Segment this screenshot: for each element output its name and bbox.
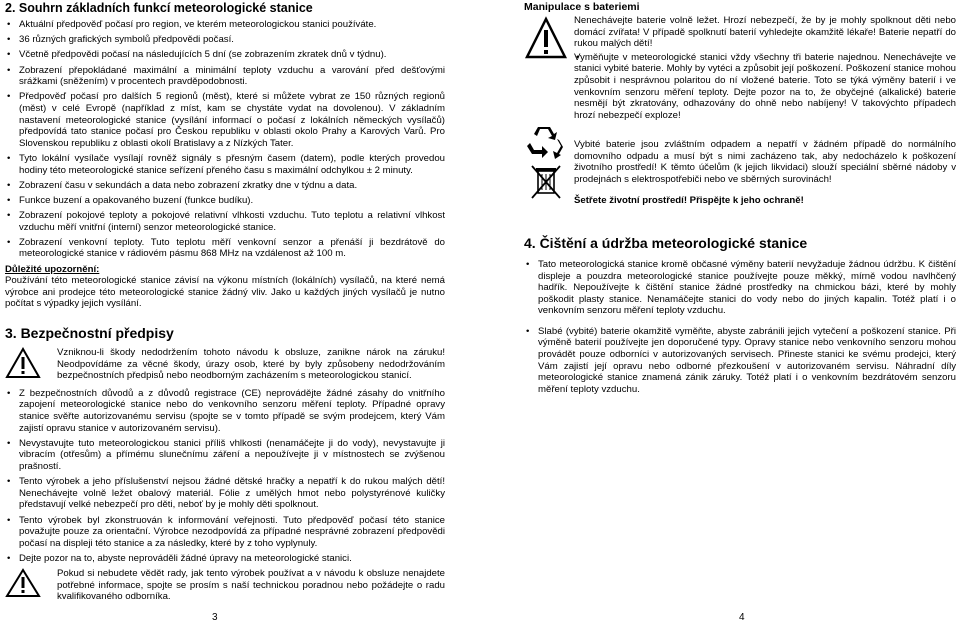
list-item: • 36 různých grafických symbolů předpovědi počasí. [5, 34, 445, 46]
list-item: • Zobrazení času v sekundách a data nebo zobrazení zkratky dne v týdnu a data. [5, 180, 445, 192]
list-item: • Nevystavujte tuto meteorologickou stanici příliš vhlkosti (nenamáčejte ji do vody), nevystavujte ji vibracím (otřesům) a přímému slunečnímu záření a nepoužívejte ji v místnostech se zvýšenou prašností. [5, 438, 445, 473]
list-item: • Vyměňujte v meteorologické stanici vždy všechny tři baterie najednou. Nenechávejte ve stanici vybité baterie. Mohly by vytéci a způsobit její poškození. Poškození stanice mohou způsobit i nesprávnou polaritou do ní vložené baterie. Toto se týká výměny baterií i ve venkovním senzoru měření teploty. Dejte pozor na to, že obyčejné (alkalické) baterie nesmějí být zkratovány, odhazovány do ohně nebo nabíjeny! V takovýchto případech hrozí nebezpečí exploze! [574, 52, 956, 122]
section-heading-safety: 3. Bezpečnostní předpisy [5, 325, 174, 341]
warranty-text: Vzniknou-li škody nedodržením tohoto návodu k obsluze, zanikne nárok na záruku! Neodpovídáme za věcné škody, úrazy osob, které by byly způsobeny nedodržováním bezpečnostních předpisů nebo neodborným zacházením s meteorologickou stanicí. [57, 347, 445, 382]
battery-heading: Manipulace s bateriemi [524, 1, 640, 13]
list-item: • Slabé (vybité) baterie okamžitě vyměňte, abyste zabránili jejich vytečení a poškození stanice. Při výměně baterií používejte jen doporučené typy. Opravy stanice nebo venkovního senzoru mohou provádět pouze odborníci v autorizovaných servisech. Přineste stanici ke svému prodejci, který Vám zajistí její opravu nebo odborné přezkoušení v autorizovaném servisu. Náhradní díly meteorologické stanice znamená zánik záruky. Totéž platí i o venkovním bezdrátovém senzoru měření teploty vzduchu. [524, 326, 956, 396]
warning-icon [5, 568, 41, 598]
features-list [5, 19, 445, 260]
list-item: • Tato meteorologická stanice kromě občasné výměny baterií nevyžaduje žádnou údržbu. K čištění displeje a pouzdra meteorologické stanice používejte pouze měkký, mírně vodou navlhčený hadřík. Nepoužívejte k čištění stanice žádné prostředky na chmickou bázi, které by mohly poškodit plasty stanice. Nenamáčejte stanici do vody nebo do jiných kapalin. Totéž platí i o venkovním senzoru měření teploty vzduchu. [524, 259, 956, 317]
right-column [524, 0, 956, 399]
notice [5, 264, 445, 310]
cleaning-list [524, 259, 956, 396]
list-item: • Tento výrobek a jeho příslušenství nejsou žádné dětské hračky a nepatří k do rukou malých dětí! Nenechávejte volně ležet obalový materiál. Fólie z umělých hmot nebo polystyrénové kuličky představují velké nebezpečí pro děti, neboť by je mohly děti spolknout. [5, 476, 445, 511]
eco-slogan: Šetřete životní prostředí! Přispějte k jeho ochraně! [574, 195, 804, 207]
list-item: • Z bezpečnostních důvodů a z důvodů registrace (CE) neprovádějte žádné zásahy do vnitřního zapojení meteorologické stanice nebo do venkovního senzoru měření teploty. Případné opravy stanice svěřte autorizovanému servisu (spojte se v tomto případě se svým prodejcem, který Vám zajistí opravu stanice v autorizovaném servisu). [5, 388, 445, 434]
section-heading-features: 2. Souhrn základních funkcí meteorologické stanice [5, 1, 313, 15]
section-heading-cleaning: 4. Čištění a údržba meteorologické stanice [524, 234, 808, 251]
warranty-block [5, 347, 445, 382]
battery-warning-block [524, 15, 956, 125]
list-item: • Tyto lokální vysílače vysílají rovněž signály s přesným časem (datem), podle kterých provedou hodiny této meteorologické stanice seřízení přeného času s maximální odchylkou ± 2 minuty. [5, 153, 445, 176]
list-item: • Aktuální předpověď počasí pro region, ve kterém meteorologickou stanici používáte. [5, 19, 445, 31]
warning-icon [5, 347, 41, 379]
list-item: • Tento výrobek byl zkonstruován k informování veřejnosti. Tuto předpověď počasí této stanice považujte pouze za orientační. Výrobce nezodpovídá za případné nesprávné zobrazení předpovědi počasí na displeji této stanice a za následky, které by z toho vyplynuly. [5, 515, 445, 550]
crossed-bin-icon [529, 163, 563, 201]
page-number: 4 [739, 612, 745, 623]
battery-list [574, 52, 956, 122]
battery-warning-text: Nenechávejte baterie volně ležet. Hrozí nebezpečí, že by je mohly spolknout děti nebo domácí zvířata! V případě spolknutí baterií vyhledejte okamžitě lékaře! Baterie nepatří do rukou malých dětí! [574, 15, 956, 50]
list-item: • Zobrazení venkovní teploty. Tuto teplotu měří venkovní senzor a přenáší ji bezdrátově do meteorologické stanice v rádiovém pásmu 868 MHz na vzdálenost až 100 m. [5, 237, 445, 260]
service-block [5, 568, 445, 603]
list-item: • Včetně předpovědi počasí na následujících 5 dní (se zobrazením zkratek dnů v týdnu). [5, 49, 445, 61]
notice-title: Důležité upozornění: [5, 263, 100, 275]
recycle-block [524, 127, 956, 207]
page-number: 3 [212, 612, 218, 623]
left-column [5, 0, 445, 603]
recycle-icon [526, 127, 566, 161]
list-item: • Zobrazení přepokládané maximální a minimální teploty vzduchu a varování před dešťovými srážkami (sněžením) v procentech pravděpodobnosti. [5, 65, 445, 88]
list-item: • Zobrazení pokojové teploty a pokojové relativní vlhkosti vzduchu. Tuto teplotu a relativní vlhkost vzduchu měří vnitřní (interní) senzor meteorologické stanice. [5, 210, 445, 233]
list-item: • Funkce buzení a opakovaného buzení (funkce budíku). [5, 195, 445, 207]
warning-icon [524, 15, 568, 61]
list-item: • Dejte pozor na to, abyste neprováděli žádné úpravy na meteorologické stanici. [5, 553, 445, 565]
recycle-text: Vybité baterie jsou zvláštním odpadem a nepatří v žádném případě do normálního domovního odpadu a musí být s nimi zacházeno tak, aby nedocházelo k poškození životního prostředí! K těmto účelům (k jejich likvidaci) slouží speciální sběrné nádoby v prodejnách s elektrospotřebiči nebo ve sběrných surovinách! [574, 138, 956, 185]
notice-text: Používání této meteorologické stanice závisí na výkonu místních (lokálních) vysílačů, na které nemá výrobce ani prodejce této meteorologické stanice žádný vliv. Jako u každých jiných vysílačů je nutno počítat s výpadky jejich vysílání. [5, 275, 445, 310]
safety-list [5, 388, 445, 565]
service-text: Pokud si nebudete vědět rady, jak tento výrobek používat a v návodu k obsluze nenajdete potřebné informace, spojte se prosím s naší technickou poradnou nebo požádejte o radu kvalifikovaného odborníka. [57, 568, 445, 603]
list-item: • Předpověď počasí pro dalších 5 regionů (měst), které si můžete vybrat ze 150 různých regionů (měst) v celé Evropě (například z míst, kam se chystáte vydat na dovolenou). V základním nastavení meteorologické stanice (vysílání informací o počasí z lokálních německých vysílačů) předpovídá tato stanice počasí pro Českou republiku v oblasti okolo Prahy a Karových Varů. Pro Slovenskou republiku z oblasti okolí Bratislavy a z Nízkých Tater. [5, 91, 445, 149]
